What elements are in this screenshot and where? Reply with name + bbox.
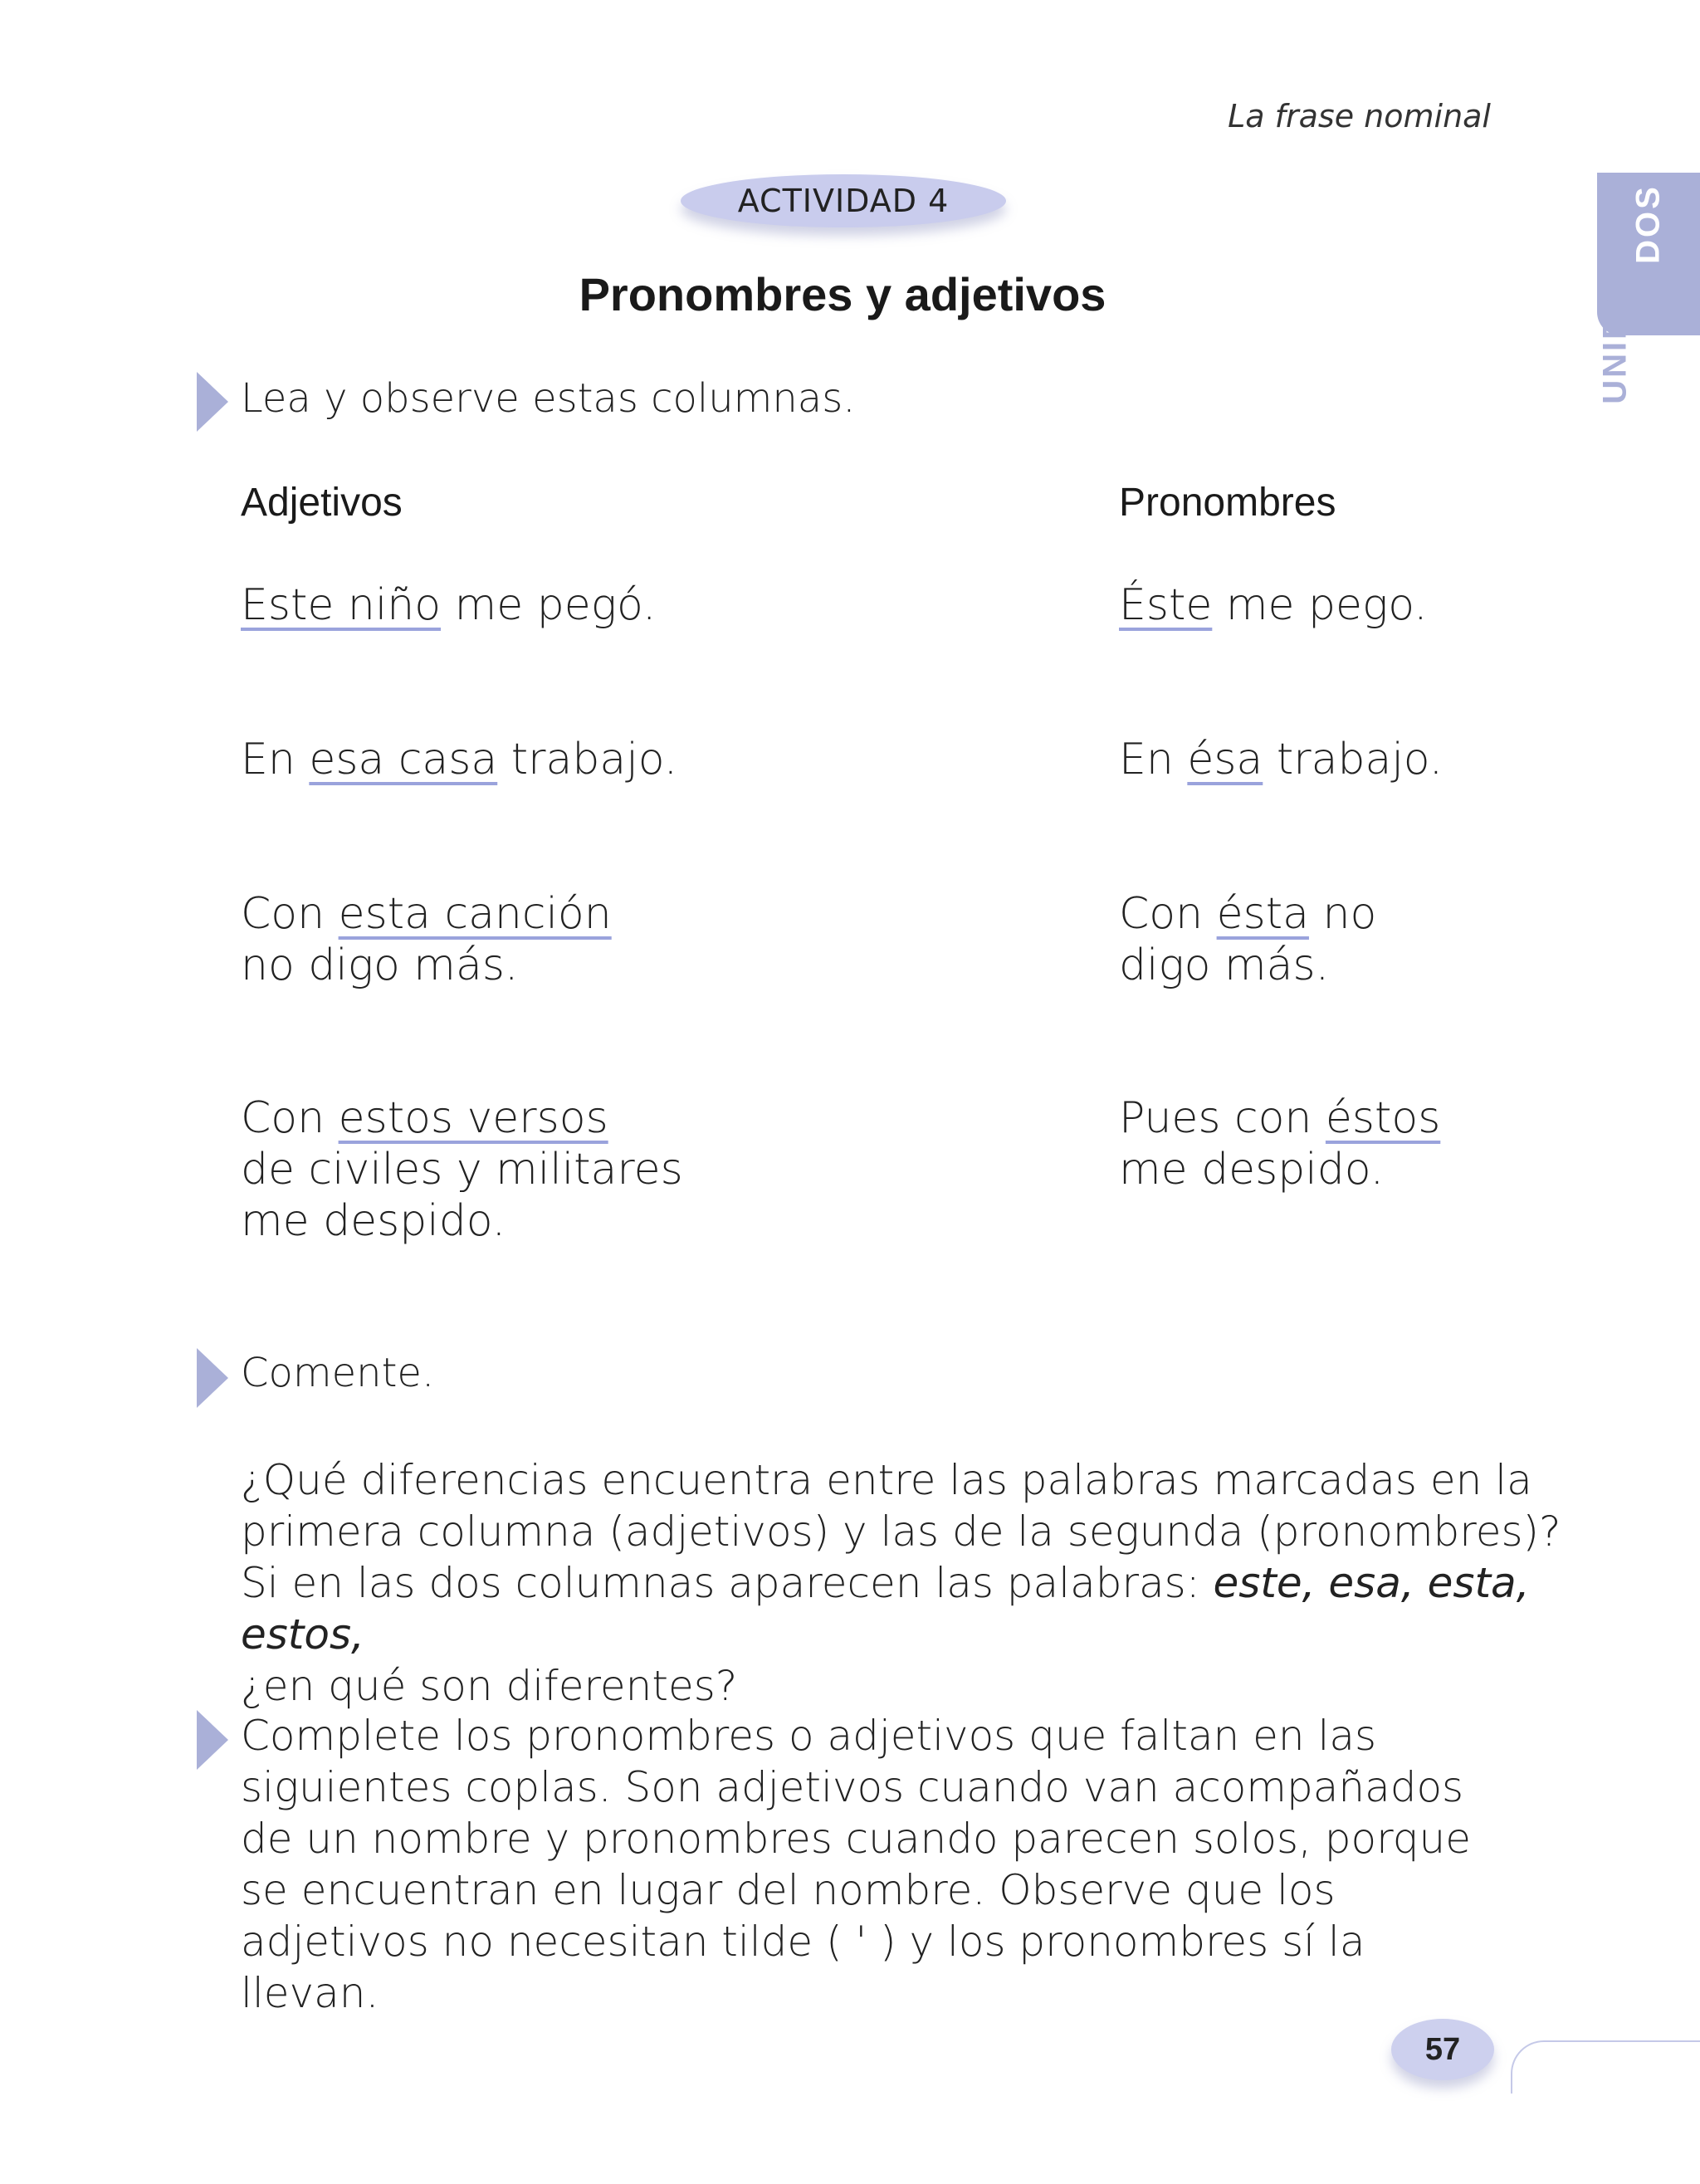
example-adjetivo-3: Con esta canción no digo más. [241, 889, 612, 990]
marked-word: Este niño [241, 580, 442, 630]
example-pronombre-2: En ésa trabajo. [1119, 735, 1444, 784]
bullet-arrow-icon [197, 1710, 228, 1770]
marked-word: éstos [1325, 1093, 1441, 1143]
unit-tab-unidad-label: UNIDAD [1596, 260, 1634, 404]
marked-word: esa casa [309, 735, 498, 784]
marked-word: ésa [1187, 735, 1263, 784]
example-adjetivo-4: Con estos versos de civiles y militares me despido. [241, 1093, 683, 1246]
marked-word: estos versos [338, 1093, 608, 1143]
bullet-arrow-icon [197, 1348, 228, 1408]
page-corner-decoration [1511, 2040, 1700, 2094]
marked-word: esta canción [338, 889, 612, 939]
example-adjetivo-2: En esa casa trabajo. [241, 735, 678, 784]
bullet-arrow-icon [197, 372, 228, 432]
example-pronombre-4: Pues con éstos me despido. [1119, 1093, 1441, 1195]
activity-badge: ACTIVIDAD 4 [681, 174, 1006, 227]
discussion-question: ¿Qué diferencias encuentra entre las palabras marcadas en la primera columna (adjetivos) y las de la segunda (pronombres)? Si en las dos columnas aparecen las palabras: este, esa, esta, estos, ¿en qué son diferentes? [241, 1456, 1561, 1710]
example-pronombre-3: Con ésta no digo más. [1119, 889, 1377, 990]
marked-word: ésta [1216, 889, 1309, 939]
instruction-3: Complete los pronombres o adjetivos que faltan en las siguientes coplas. Son adjetivos cuando van acompañados de un nombre y pronombres cuando parecen solos, porque se encuentran en lugar del nombre. Observe que los adjetivos no necesitan tilde ( ' ) y los pronombres sí la llevan. [241, 1712, 1471, 2017]
page-number: 57 [1391, 2019, 1494, 2080]
running-head: La frase nominal [1228, 98, 1491, 134]
instruction-2: Comente. [241, 1350, 435, 1396]
example-adjetivo-1: Este niño me pegó. [241, 580, 657, 630]
instruction-1: Lea y observe estas columnas. [241, 375, 856, 422]
example-pronombre-1: Éste me pego. [1119, 580, 1428, 630]
column-header-pronombres: Pronombres [1119, 481, 1336, 525]
marked-word: Éste [1119, 580, 1213, 630]
column-header-adjetivos: Adjetivos [241, 481, 403, 525]
unit-tab-dos-label: DOS [1629, 184, 1667, 264]
page-title: Pronombres y adjetivos [579, 268, 1106, 320]
